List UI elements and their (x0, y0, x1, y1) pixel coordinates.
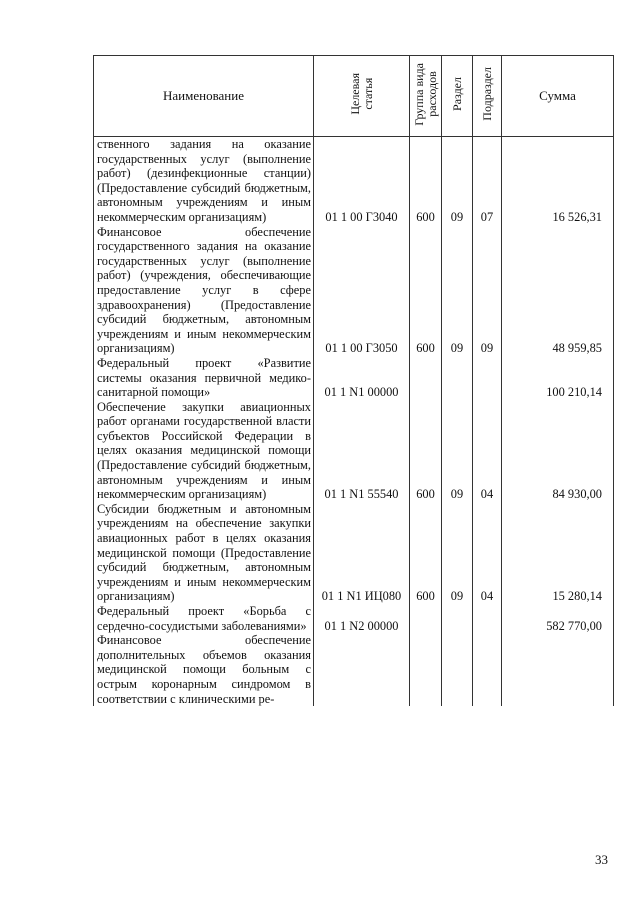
row-name: Финансовое обеспечение дополнительных объемов оказания медицинской помощи больным с острым коронарным синдромом в соответствии с клиническими ре- (94, 633, 314, 706)
table-row (94, 604, 614, 633)
row-amount: 84 930,00 (502, 400, 614, 502)
row-target-article (314, 633, 410, 706)
row-name: Финансовое обеспечение государственного задания на оказание государственных услуг (выполнение работ) (учреждения, обеспечивающие предоставление услуг в сфере здравоохранения) (Предоставление субсидий бюджетным, автономным учреждениям и иным некоммерческим организациям) (94, 225, 314, 356)
row-target-article: 01 1 00 Г3040 (314, 137, 410, 225)
row-subsection: 07 (473, 137, 502, 225)
row-amount: 16 526,31 (502, 137, 614, 225)
table-row (94, 225, 614, 356)
column-header-subsection: Подраздел (473, 56, 502, 137)
row-subsection: 09 (473, 225, 502, 356)
row-target-article: 01 1 N1 00000 (314, 356, 410, 400)
table-row (94, 137, 614, 225)
table-header-row (94, 56, 614, 137)
row-subsection (473, 604, 502, 633)
row-amount: 15 280,14 (502, 502, 614, 604)
row-subsection: 04 (473, 502, 502, 604)
row-name: Федеральный проект «Развитие системы оказания первичной медико-санитарной помощи» (94, 356, 314, 400)
page-number: 33 (595, 852, 608, 867)
column-header-target-article: Целевая статья (314, 56, 410, 137)
row-amount: 582 770,00 (502, 604, 614, 633)
row-amount: 48 959,85 (502, 225, 614, 356)
row-expense-group: 600 (410, 225, 442, 356)
row-section (442, 633, 473, 706)
row-expense-group: 600 (410, 137, 442, 225)
row-target-article: 01 1 N1 ИЦ080 (314, 502, 410, 604)
column-header-name: Наименование (94, 56, 314, 137)
column-header-amount: Сумма (502, 56, 614, 137)
row-section: 09 (442, 137, 473, 225)
row-name: Федеральный проект «Борьба с сердечно-сосудистыми заболеваниями» (94, 604, 314, 633)
row-name: Субсидии бюджетным и автономным учреждениям на обеспечение закупки авиационных работ в целях оказания медицинской помощи (Предоставление субсидий бюджетным, автономным учреждениям и иным некоммерческим организациям) (94, 502, 314, 604)
column-header-section: Раздел (442, 56, 473, 137)
table-row (94, 356, 614, 400)
table-row (94, 502, 614, 604)
row-expense-group: 600 (410, 502, 442, 604)
row-section: 09 (442, 400, 473, 502)
row-target-article: 01 1 N2 00000 (314, 604, 410, 633)
row-expense-group: 600 (410, 400, 442, 502)
row-amount: 100 210,14 (502, 356, 614, 400)
row-expense-group (410, 356, 442, 400)
row-subsection (473, 356, 502, 400)
table-row (94, 400, 614, 502)
row-amount (502, 633, 614, 706)
row-subsection: 04 (473, 400, 502, 502)
table-row (94, 633, 614, 706)
row-subsection (473, 633, 502, 706)
column-header-expense-group: Группа вида расходов (410, 56, 442, 137)
row-section (442, 356, 473, 400)
row-name: Обеспечение закупки авиационных работ органами государственной власти субъектов Российской Федерации в целях оказания медицинской помощи (Предоставление субсидий бюджетным, автономным учреждениям и иным некоммерческим организациям) (94, 400, 314, 502)
row-section: 09 (442, 225, 473, 356)
row-name: ственного задания на оказание государственных услуг (выполнение работ) (дезинфекционные станции) (Предоставление субсидий бюджетным, автономным учреждениям и иным некоммерческим организациям) (94, 137, 314, 225)
row-section (442, 604, 473, 633)
row-section: 09 (442, 502, 473, 604)
budget-table (93, 55, 614, 706)
row-expense-group (410, 604, 442, 633)
row-expense-group (410, 633, 442, 706)
row-target-article: 01 1 N1 55540 (314, 400, 410, 502)
row-target-article: 01 1 00 Г3050 (314, 225, 410, 356)
